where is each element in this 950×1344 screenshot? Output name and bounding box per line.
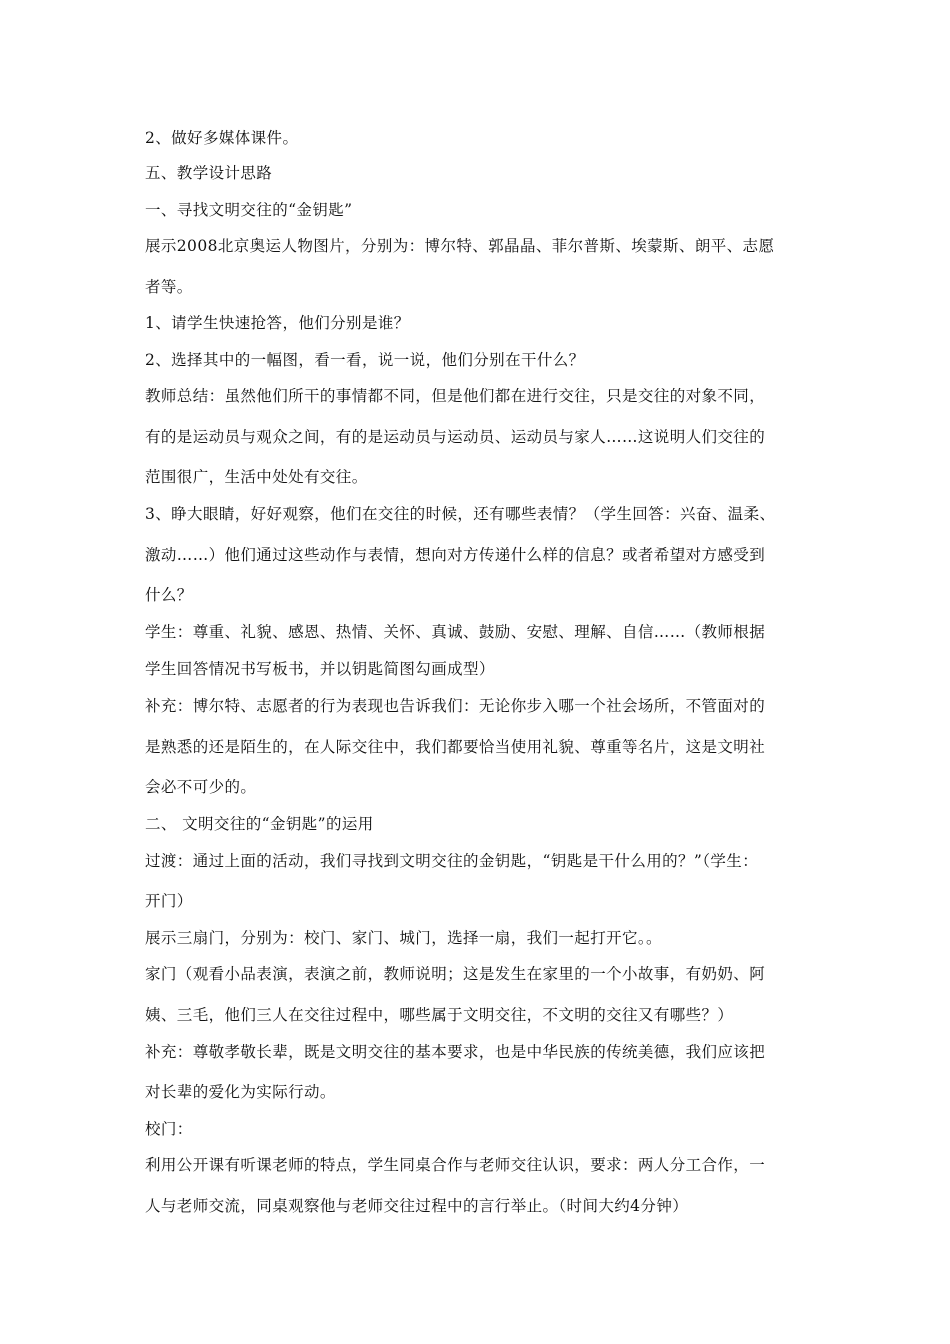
text-line: 激动……）他们通过这些动作与表情，想向对方传递什么样的信息？或者希望对方感受到: [145, 546, 766, 564]
text-line: 展示2008北京奥运人物图片，分别为：博尔特、郭晶晶、菲尔普斯、埃蒙斯、朗平、志愿: [145, 237, 775, 255]
text-line: 范围很广，生活中处处有交往。: [145, 468, 368, 486]
text-line: 人与老师交流，同桌观察他与老师交往过程中的言行举止。（时间大约4分钟）: [145, 1197, 689, 1215]
section-heading: 五、教学设计思路: [145, 164, 273, 182]
text-line: 姨、三毛，他们三人在交往过程中，哪些属于文明交往，不文明的交往又有哪些？）: [145, 1006, 734, 1024]
text-line: 2、选择其中的一幅图，看一看，说一说，他们分别在干什么？: [145, 351, 585, 369]
text-line: 展示三扇门，分别为：校门、家门、城门，选择一扇，我们一起打开它。。: [145, 929, 662, 947]
text-line: 家门（观看小品表演，表演之前，教师说明；这是发生在家里的一个小故事，有奶奶、阿: [145, 965, 766, 983]
text-line: 补充：尊敬孝敬长辈，既是文明交往的基本要求，也是中华民族的传统美德，我们应该把: [145, 1043, 766, 1061]
text-line: 过渡：通过上面的活动，我们寻找到文明交往的金钥匙，“钥匙是干什么用的？”（学生：: [145, 852, 759, 870]
text-line: 2、做好多媒体课件。: [145, 129, 299, 147]
section-heading: 二、 文明交往的“金钥匙”的运用: [145, 815, 374, 833]
text-line: 教师总结：虽然他们所干的事情都不同，但是他们都在进行交往，只是交往的对象不同，: [145, 387, 766, 405]
text-line: 者等。: [145, 278, 193, 296]
text-line: 学生回答情况书写板书，并以钥匙简图勾画成型）: [145, 660, 495, 678]
text-line: 学生：尊重、礼貌、感恩、热情、关怀、真诚、鼓励、安慰、理解、自信……（教师根据: [145, 623, 766, 641]
text-line: 会必不可少的。: [145, 778, 257, 796]
text-line: 补充：博尔特、志愿者的行为表现也告诉我们：无论你步入哪一个社会场所，不管面对的: [145, 697, 766, 715]
text-line: 是熟悉的还是陌生的，在人际交往中，我们都要恰当使用礼貌、尊重等名片，这是文明社: [145, 738, 766, 756]
text-line: 利用公开课有听课老师的特点，学生同桌合作与老师交往认识，要求：两人分工合作，一: [145, 1156, 766, 1174]
section-heading: 一、寻找文明交往的“金钥匙”: [145, 201, 353, 219]
text-line: 开门）: [145, 892, 193, 910]
text-line: 对长辈的爱化为实际行动。: [145, 1083, 336, 1101]
text-line: 1、请学生快速抢答，他们分别是谁？: [145, 314, 410, 332]
text-line: 有的是运动员与观众之间，有的是运动员与运动员、运动员与家人……这说明人们交往的: [145, 428, 766, 446]
text-line: 什么？: [145, 586, 193, 604]
text-line: 校门：: [145, 1120, 193, 1138]
text-line: 3、睁大眼睛，好好观察，他们在交往的时候，还有哪些表情？（学生回答：兴奋、温柔、: [145, 505, 776, 523]
